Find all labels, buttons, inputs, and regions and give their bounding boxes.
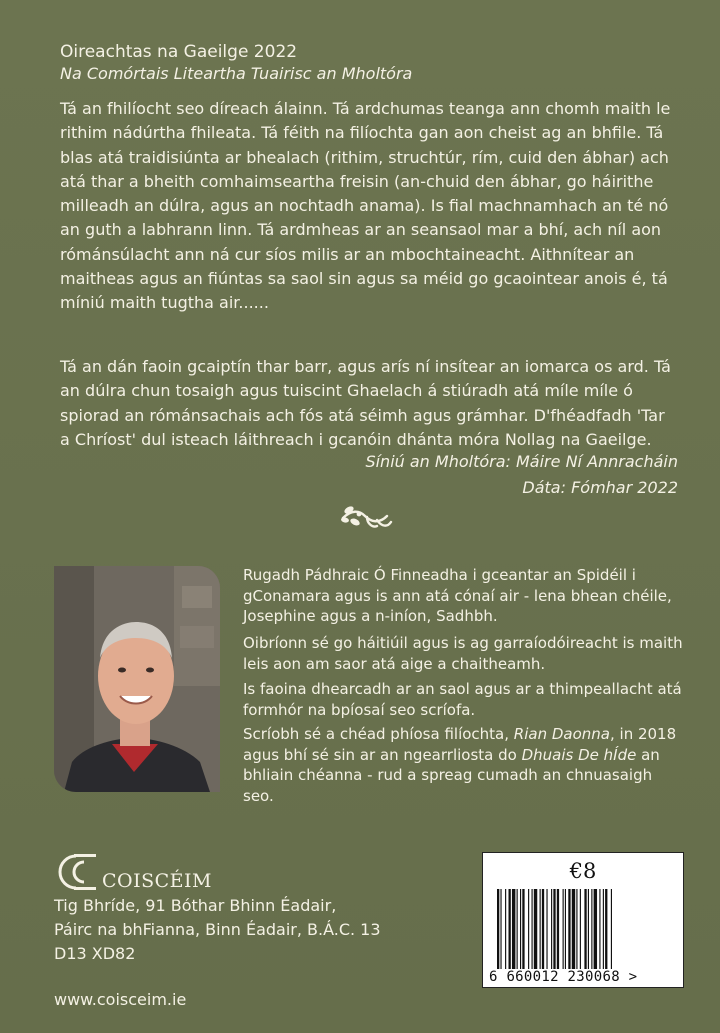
author-portrait-illustration bbox=[54, 566, 220, 792]
author-bio-paragraph-3: Is faoina dhearcadh ar an saol agus ar a thimpeallacht atá formhór na bpíosaí seo scríofa. bbox=[243, 680, 682, 719]
report-title: Oireachtas na Gaeilge 2022 bbox=[60, 42, 298, 62]
publisher-name: COISCÉIM bbox=[102, 870, 213, 892]
barcode-bar bbox=[580, 889, 581, 969]
barcode-bar bbox=[540, 889, 541, 969]
publisher-address-line-2: Páirc na bhFianna, Binn Éadair, B.Á.C. 13 bbox=[54, 920, 381, 939]
barcode-bar bbox=[534, 889, 537, 969]
barcode-bar bbox=[553, 889, 555, 969]
price-label: €8 bbox=[569, 859, 597, 883]
barcode-bar bbox=[611, 889, 612, 969]
report-date: Dáta: Fómhar 2022 bbox=[522, 478, 678, 497]
barcode-panel bbox=[482, 852, 684, 988]
barcode-bar bbox=[546, 889, 547, 969]
barcode-bar bbox=[517, 889, 518, 969]
publisher-address-line-3: D13 XD82 bbox=[54, 944, 136, 963]
barcode-bar bbox=[551, 889, 552, 969]
barcode-bar bbox=[520, 889, 521, 969]
barcode-bar bbox=[605, 889, 607, 969]
author-bio-paragraph-4 bbox=[243, 724, 683, 806]
barcode-bar bbox=[565, 889, 566, 969]
barcode-bar bbox=[505, 889, 506, 969]
book-title-rian-daonna: Rian Daonna bbox=[513, 725, 610, 743]
barcode-bar bbox=[576, 889, 577, 969]
coisceim-logo-icon bbox=[54, 852, 98, 892]
publisher-website-link[interactable]: www.coisceim.ie bbox=[54, 990, 187, 1009]
barcode-bar bbox=[603, 889, 604, 969]
barcode-bar bbox=[568, 889, 570, 969]
author-portrait bbox=[54, 566, 220, 792]
barcode-bar bbox=[532, 889, 533, 969]
barcode-bar bbox=[512, 889, 515, 969]
barcode-bar bbox=[497, 889, 499, 969]
report-paragraph-1: Tá an fhilíocht seo díreach álainn. Tá ardchumas teanga ann chomh maith le rithim nádúrtha fhileata. Tá féith na filíochta gan aon cheist ag an bhfile. Tá blas atá traidisiúnta ar bhealach (rithim, struchtúr, rím, cuid den ábhar) ach atá thar a bheith comhaimseartha freisin (an-chuid den ábhar, go háirithe milleadh an dúlra, agus an nochtadh anama). Is fial machnamhach an té nó an guth a labhrann linn. Tá ardmheas ar an seansaol mar a bhí, ach níl aon rómánsúlacht ann ná cur síos milis ar an mbochtaineacht. Aithnítear an maitheas agus an fiúntas sa saol sin agus sa méid go gcaointear anois é, tá míniú maith tugtha air...... bbox=[60, 99, 671, 313]
barcode-bar bbox=[594, 889, 597, 969]
judge-signature: Síniú an Mholtóra: Máire Ní Annracháin bbox=[365, 452, 678, 471]
bio-text: an bhliain chéanna - rud a spreag cumadh an chnuasaigh seo. bbox=[243, 745, 660, 805]
author-bio-paragraph-2: Oibríonn sé go háitiúil agus is ag garraíodóireacht is maith leis aon am saor atá aige a chaitheamh. bbox=[243, 634, 683, 673]
report-paragraph-2: Tá an dán faoin gcaiptín thar barr, agus arís ní insítear an iomarca os ard. Tá an dúlra chun tosaigh agus tuiscint Ghaelach á stiúradh atá míle míle ó spiorad an rómánsachais ach fós atá séimh agus grámhar. D'fhéadfadh 'Tar a Chríost' dul isteach láithreach i gcanóin dhánta móra Nollag na Gaeilge. bbox=[60, 357, 671, 449]
floral-ornament-icon bbox=[337, 500, 393, 532]
bio-text: Scríobh sé a chéad phíosa filíochta, bbox=[243, 725, 514, 743]
barcode-bar bbox=[509, 889, 511, 969]
barcode-bar bbox=[588, 889, 589, 969]
barcode-bar bbox=[563, 889, 564, 969]
barcode-bar bbox=[599, 889, 600, 969]
barcode-number: 6 660012 230068 > bbox=[489, 969, 638, 985]
barcode-bar bbox=[584, 889, 586, 969]
report-subtitle: Na Comórtais Liteartha Tuairisc an Mholtóra bbox=[60, 64, 413, 83]
barcode-bar bbox=[591, 889, 592, 969]
barcode-bar bbox=[500, 889, 501, 969]
barcode-bar bbox=[557, 889, 559, 969]
barcode-bar bbox=[542, 889, 544, 969]
award-title-duais-de-hide: Dhuais De hÍde bbox=[521, 745, 637, 764]
barcode-icon bbox=[493, 889, 679, 969]
author-bio-paragraph-1: Rugadh Pádhraic Ó Finneadha i gceantar an Spidéil i gConamara agus is ann atá cónaí air - lena bhean chéile, Josephine agus a n-iníon, Sadhbh. bbox=[243, 566, 672, 626]
bio-text: , in 2018 agus bhí sé sin ar an ngearrliosta do bbox=[243, 725, 677, 764]
barcode-bar bbox=[522, 889, 524, 969]
barcode-bar bbox=[572, 889, 575, 969]
barcode-bar bbox=[528, 889, 529, 969]
publisher-address-line-1: Tig Bhríde, 91 Bóthar Bhinn Éadair, bbox=[54, 896, 337, 915]
